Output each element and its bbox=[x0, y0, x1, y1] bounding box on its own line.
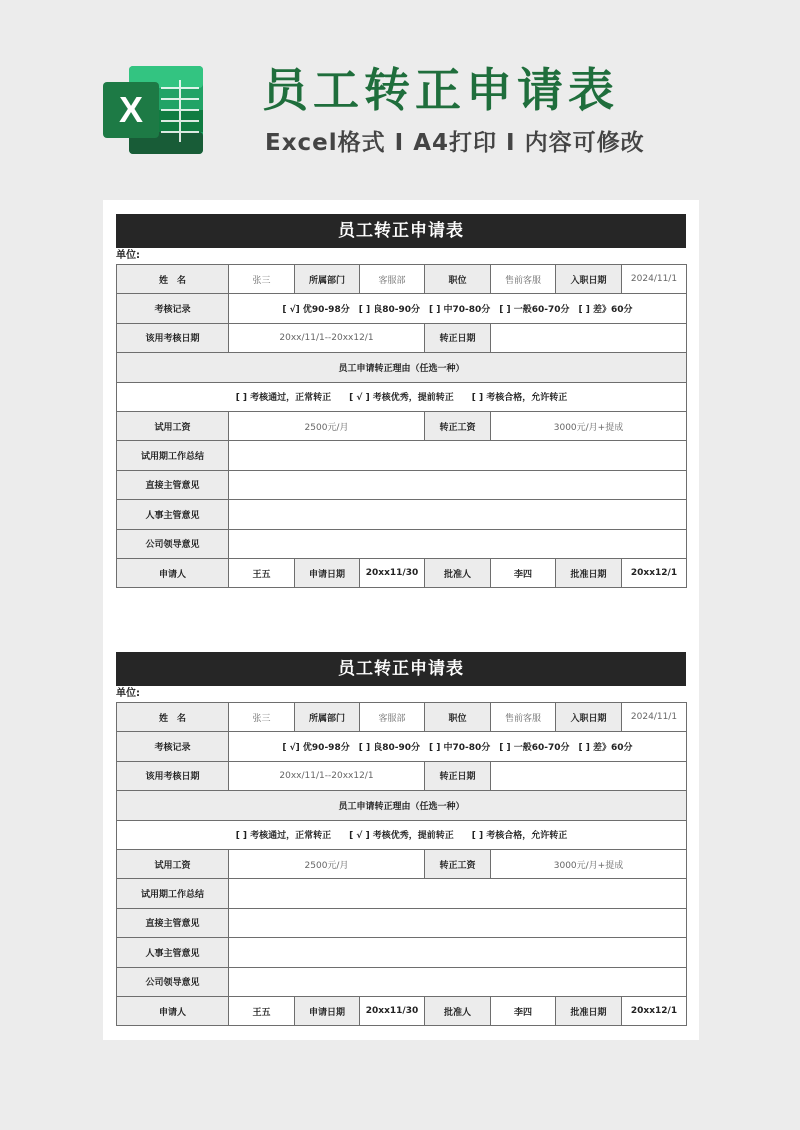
leader-value[interactable] bbox=[229, 967, 687, 996]
trial-salary-value[interactable]: 2500元/月 bbox=[229, 849, 425, 878]
trial-period-value[interactable]: 20xx/11/1--20xx12/1 bbox=[229, 761, 425, 790]
leader-label: 公司领导意见 bbox=[117, 967, 229, 996]
applicant-value[interactable]: 王五 bbox=[229, 996, 295, 1025]
supervisor-value[interactable] bbox=[229, 470, 687, 499]
table-row bbox=[117, 761, 687, 790]
dept-label: 所属部门 bbox=[295, 703, 360, 732]
excel-logo-icon bbox=[103, 62, 207, 158]
dept-value[interactable]: 客服部 bbox=[360, 703, 425, 732]
regular-date-label: 转正日期 bbox=[425, 761, 491, 790]
entry-date-label: 入职日期 bbox=[556, 703, 622, 732]
unit-label: 单位: bbox=[116, 688, 140, 699]
apply-date-label: 申请日期 bbox=[295, 996, 360, 1025]
table-row bbox=[117, 558, 687, 587]
application-form bbox=[116, 214, 686, 588]
apply-date-value[interactable]: 20xx11/30 bbox=[360, 996, 425, 1025]
table-row bbox=[117, 470, 687, 499]
trial-salary-label: 试用工资 bbox=[117, 849, 229, 878]
table-row bbox=[117, 996, 687, 1025]
svg-text:X: X bbox=[118, 89, 144, 130]
table-row bbox=[117, 411, 687, 440]
name-label: 姓 名 bbox=[117, 703, 229, 732]
assessment-value[interactable]: [ √] 优90-98分 [ ] 良80-90分 [ ] 中70-80分 [ ] 一般60-70分 [ ] 差》60分 bbox=[229, 294, 687, 323]
summary-value[interactable] bbox=[229, 879, 687, 908]
approver-label: 批准人 bbox=[425, 996, 491, 1025]
table-row bbox=[117, 791, 687, 820]
supervisor-label: 直接主管意见 bbox=[117, 908, 229, 937]
approve-date-value[interactable]: 20xx12/1 bbox=[622, 996, 687, 1025]
table-row bbox=[117, 703, 687, 732]
regular-date-label: 转正日期 bbox=[425, 323, 491, 352]
hr-value[interactable] bbox=[229, 500, 687, 529]
position-value[interactable]: 售前客服 bbox=[491, 703, 556, 732]
hr-value[interactable] bbox=[229, 938, 687, 967]
dept-label: 所属部门 bbox=[295, 265, 360, 294]
table-row bbox=[117, 732, 687, 761]
table-row bbox=[117, 323, 687, 352]
assessment-label: 考核记录 bbox=[117, 732, 229, 761]
assessment-label: 考核记录 bbox=[117, 294, 229, 323]
dept-value[interactable]: 客服部 bbox=[360, 265, 425, 294]
position-label: 职位 bbox=[425, 703, 491, 732]
summary-label: 试用期工作总结 bbox=[117, 441, 229, 470]
regular-date-value[interactable] bbox=[491, 761, 687, 790]
approve-date-label: 批准日期 bbox=[556, 558, 622, 587]
approver-value[interactable]: 李四 bbox=[491, 996, 556, 1025]
summary-value[interactable] bbox=[229, 441, 687, 470]
table-row bbox=[117, 879, 687, 908]
approver-label: 批准人 bbox=[425, 558, 491, 587]
hr-label: 人事主管意见 bbox=[117, 938, 229, 967]
regular-salary-value[interactable]: 3000元/月+提成 bbox=[491, 849, 687, 878]
regular-salary-label: 转正工资 bbox=[425, 849, 491, 878]
page-title: 员工转正申请表 bbox=[262, 63, 619, 117]
table-row bbox=[117, 294, 687, 323]
table-row bbox=[117, 967, 687, 996]
reason-options[interactable]: [ ] 考核通过，正常转正 [ √ ] 考核优秀，提前转正 [ ] 考核合格，允许转正 bbox=[117, 382, 687, 411]
regular-date-value[interactable] bbox=[491, 323, 687, 352]
assessment-value[interactable]: [ √] 优90-98分 [ ] 良80-90分 [ ] 中70-80分 [ ] 一般60-70分 [ ] 差》60分 bbox=[229, 732, 687, 761]
unit-label: 单位: bbox=[116, 250, 140, 261]
table-row bbox=[117, 820, 687, 849]
trial-salary-value[interactable]: 2500元/月 bbox=[229, 411, 425, 440]
table-row bbox=[117, 353, 687, 382]
entry-date-value[interactable]: 2024/11/1 bbox=[622, 265, 687, 294]
table-row bbox=[117, 849, 687, 878]
name-value[interactable]: 张三 bbox=[229, 703, 295, 732]
supervisor-value[interactable] bbox=[229, 908, 687, 937]
table-row bbox=[117, 500, 687, 529]
table-row bbox=[117, 265, 687, 294]
table-row bbox=[117, 441, 687, 470]
approve-date-label: 批准日期 bbox=[556, 996, 622, 1025]
table-row bbox=[117, 908, 687, 937]
form-table bbox=[116, 702, 687, 1026]
summary-label: 试用期工作总结 bbox=[117, 879, 229, 908]
table-row bbox=[117, 382, 687, 411]
form-title: 员工转正申请表 bbox=[116, 214, 686, 248]
trial-period-label: 该用考核日期 bbox=[117, 761, 229, 790]
leader-value[interactable] bbox=[229, 529, 687, 558]
trial-salary-label: 试用工资 bbox=[117, 411, 229, 440]
entry-date-value[interactable]: 2024/11/1 bbox=[622, 703, 687, 732]
position-label: 职位 bbox=[425, 265, 491, 294]
regular-salary-label: 转正工资 bbox=[425, 411, 491, 440]
name-label: 姓 名 bbox=[117, 265, 229, 294]
position-value[interactable]: 售前客服 bbox=[491, 265, 556, 294]
form-title: 员工转正申请表 bbox=[116, 652, 686, 686]
trial-period-label: 该用考核日期 bbox=[117, 323, 229, 352]
applicant-value[interactable]: 王五 bbox=[229, 558, 295, 587]
trial-period-value[interactable]: 20xx/11/1--20xx12/1 bbox=[229, 323, 425, 352]
approver-value[interactable]: 李四 bbox=[491, 558, 556, 587]
entry-date-label: 入职日期 bbox=[556, 265, 622, 294]
approve-date-value[interactable]: 20xx12/1 bbox=[622, 558, 687, 587]
table-row bbox=[117, 938, 687, 967]
hr-label: 人事主管意见 bbox=[117, 500, 229, 529]
reason-options[interactable]: [ ] 考核通过，正常转正 [ √ ] 考核优秀，提前转正 [ ] 考核合格，允许转正 bbox=[117, 820, 687, 849]
supervisor-label: 直接主管意见 bbox=[117, 470, 229, 499]
reason-title: 员工申请转正理由（任选一种） bbox=[117, 791, 687, 820]
reason-title: 员工申请转正理由（任选一种） bbox=[117, 353, 687, 382]
name-value[interactable]: 张三 bbox=[229, 265, 295, 294]
regular-salary-value[interactable]: 3000元/月+提成 bbox=[491, 411, 687, 440]
applicant-label: 申请人 bbox=[117, 558, 229, 587]
page-subtitle: Excel格式 Ⅰ A4打印 Ⅰ 内容可修改 bbox=[265, 130, 645, 156]
form-table bbox=[116, 264, 687, 588]
apply-date-label: 申请日期 bbox=[295, 558, 360, 587]
application-form bbox=[116, 652, 686, 1026]
table-row bbox=[117, 529, 687, 558]
leader-label: 公司领导意见 bbox=[117, 529, 229, 558]
apply-date-value[interactable]: 20xx11/30 bbox=[360, 558, 425, 587]
applicant-label: 申请人 bbox=[117, 996, 229, 1025]
